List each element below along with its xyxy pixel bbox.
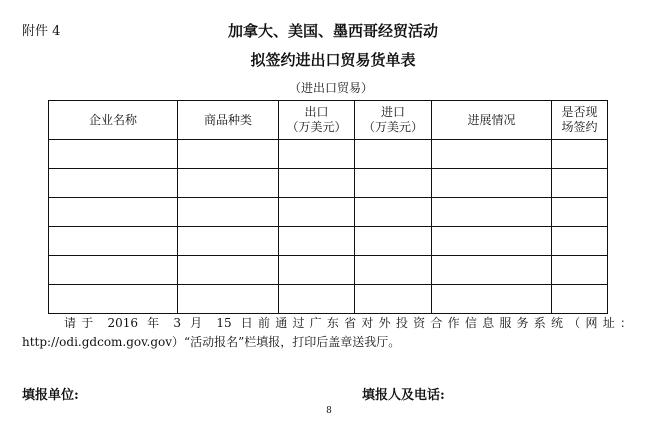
header-company-name: 企业名称 (49, 101, 178, 140)
table-cell (279, 198, 355, 227)
document-subtitle-title: 拟签约进出口贸易货单表 (250, 51, 416, 69)
table-row (49, 285, 608, 314)
table-cell (355, 285, 432, 314)
table-cell (178, 256, 279, 285)
table-row (49, 256, 608, 285)
table-cell (355, 169, 432, 198)
table-header-row (49, 101, 608, 140)
table-row (49, 227, 608, 256)
header-progress: 进展情况 (432, 101, 552, 140)
table-cell (49, 285, 178, 314)
document-title: 加拿大、美国、墨西哥经贸活动 (227, 22, 438, 40)
submission-note (22, 314, 632, 352)
table-cell (279, 256, 355, 285)
trade-type-caption: （进出口贸易） (288, 81, 373, 95)
header-export-value: 出口 （万美元） (279, 101, 355, 140)
page-number: 8 (326, 406, 332, 416)
table-cell (432, 285, 552, 314)
table-cell (552, 227, 608, 256)
filling-unit-label: 填报单位: (22, 388, 79, 403)
table-cell (49, 140, 178, 169)
table-cell (49, 256, 178, 285)
table-cell (49, 169, 178, 198)
note-line-2: http://odi.gdcom.gov.gov）“活动报名”栏填报，打印后盖章送我厅。 (22, 335, 401, 349)
trade-goods-table (48, 100, 608, 314)
table-cell (355, 256, 432, 285)
table-cell (279, 140, 355, 169)
table-row (49, 140, 608, 169)
table-cell (279, 227, 355, 256)
table-cell (355, 140, 432, 169)
table-cell (178, 198, 279, 227)
table-cell (552, 198, 608, 227)
table-cell (178, 227, 279, 256)
table-cell (432, 256, 552, 285)
filler-contact-label: 填报人及电话: (362, 388, 445, 403)
table-cell (279, 169, 355, 198)
header-goods-category: 商品种类 (178, 101, 279, 140)
table-cell (432, 227, 552, 256)
table-cell (552, 140, 608, 169)
table-cell (355, 198, 432, 227)
table-cell (49, 227, 178, 256)
attachment-label: 附件 4 (22, 24, 61, 39)
table-row (49, 198, 608, 227)
table-cell (552, 256, 608, 285)
table-cell (432, 198, 552, 227)
header-import-value: 进口 （万美元） (355, 101, 432, 140)
header-onsite-signing: 是否现 场签约 (552, 101, 608, 140)
table-cell (178, 285, 279, 314)
table-cell (432, 169, 552, 198)
table-cell (49, 198, 178, 227)
table-cell (552, 285, 608, 314)
table-cell (552, 169, 608, 198)
note-line-1: 请于 2016 年 3 月 15 日前通过广东省对外投资合作信息服务系统（网址： (64, 316, 632, 330)
table-cell (178, 169, 279, 198)
table-cell (279, 285, 355, 314)
table-body (49, 140, 608, 314)
table-row (49, 169, 608, 198)
table-cell (432, 140, 552, 169)
table-cell (355, 227, 432, 256)
table-cell (178, 140, 279, 169)
